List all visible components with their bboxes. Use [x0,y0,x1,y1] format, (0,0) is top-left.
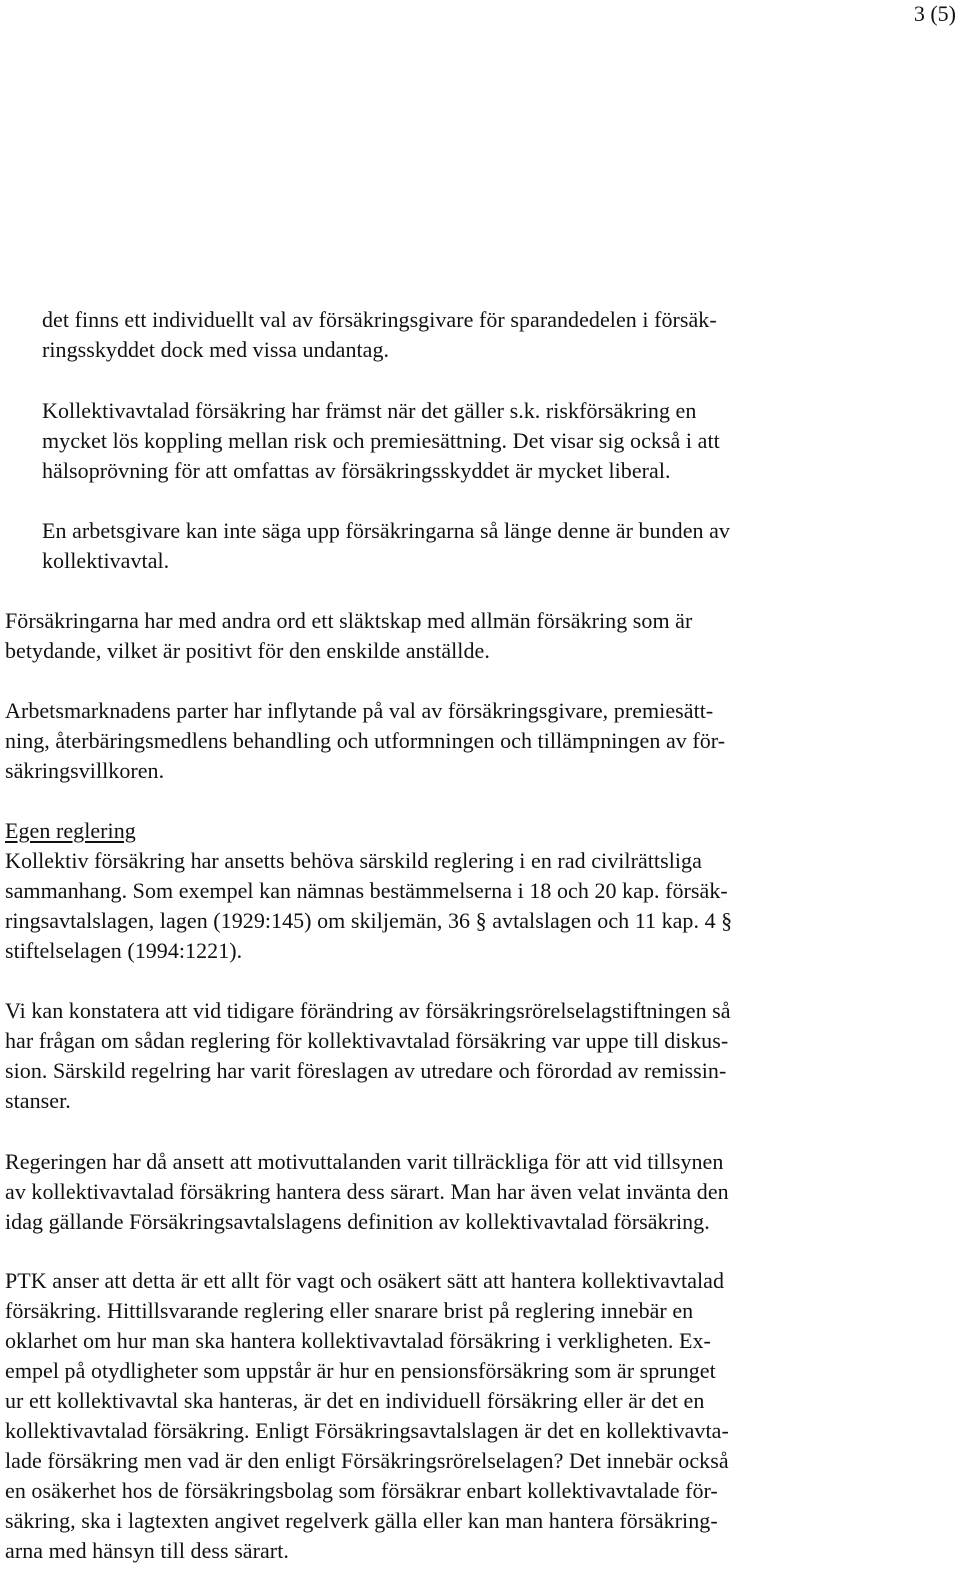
paragraph-employer [0,516,942,576]
page-number: 3 (5) [913,1,956,26]
text-line: Vi kan konstatera att vid tidigare förändring av försäkringsrörelselagstiftningen så [5,998,731,1023]
text-line: PTK anser att detta är ett allt för vagt och osäkert sätt att hantera kollektivavtalad [5,1268,725,1293]
section-heading: Egen reglering [5,818,136,843]
text-line: kollektivavtalad försäkring. Enligt Försäkringsavtalslagen är det en kollektivavta- [5,1418,729,1443]
text-line: arna med hänsyn till dess särart. [5,1538,289,1563]
text-line: betydande, vilket är positivt för den enskilde anställde. [5,638,490,663]
text-line: har frågan om sådan reglering för kollektivavtalad försäkring var uppe till diskus- [5,1028,729,1053]
paragraph-risk-coupling [0,396,942,486]
text-line: ringsskyddet dock med vissa undantag. [42,337,390,362]
text-line: Regeringen har då ansett att motivuttalanden varit tillräckliga för att vid tillsynen [5,1149,724,1174]
text-line: Arbetsmarknadens parter har inflytande på val av försäkringsgivare, premiesätt- [5,698,714,723]
section-egen-reglering [0,816,905,966]
text-line: hälsoprövning för att omfattas av försäkringsskyddet är mycket liberal. [42,458,671,483]
text-line: en osäkerhet hos de försäkringsbolag som försäkrar enbart kollektivavtalade för- [5,1478,718,1503]
text-line: ning, återbäringsmedlens behandling och utformningen och tillämpningen av för- [5,728,726,753]
text-line: idag gällande Försäkringsavtalslagens definition av kollektivavtalad försäkring. [5,1209,710,1234]
paragraph-labour-market-parties [0,696,905,786]
text-line: säkringsvillkoren. [5,758,165,783]
text-line: Kollektivavtalad försäkring har främst när det gäller s.k. riskförsäkring en [42,398,697,423]
text-line: kollektivavtal. [42,548,170,573]
paragraph-government [0,1147,905,1237]
text-line: Försäkringarna har med andra ord ett släktskap med allmän försäkring som är [5,608,693,633]
text-line: försäkring. Hittillsvarande reglering eller snarare brist på reglering innebär en [5,1298,694,1323]
text-line: ur ett kollektivavtal ska hanteras, är det en individuell försäkring eller är det en [5,1388,705,1413]
paragraph-continuation [0,305,942,365]
text-line: det finns ett individuellt val av försäkringsgivare för sparandedelen i försäk- [42,307,717,332]
paragraph-ptk-position [0,1266,905,1566]
text-line: En arbetsgivare kan inte säga upp försäkringarna så länge denne är bunden av [42,518,730,543]
text-line: stanser. [5,1088,71,1113]
text-line: av kollektivavtalad försäkring hantera dess särart. Man har även velat invänta den [5,1179,729,1204]
text-line: sammanhang. Som exempel kan nämnas bestämmelserna i 18 och 20 kap. försäk- [5,878,728,903]
text-line: empel på otydligheter som uppstår är hur en pensionsförsäkring som är sprunget [5,1358,716,1383]
text-line: sion. Särskild regelring har varit föreslagen av utredare och förordad av remissin- [5,1058,727,1083]
paragraph-previous-changes [0,996,905,1116]
paragraph-kinship [0,606,905,666]
text-line: stiftelselagen (1994:1221). [5,938,243,963]
text-line: Kollektiv försäkring har ansetts behöva särskild reglering i en rad civilrättsliga [5,848,702,873]
text-line: oklarhet om hur man ska hantera kollektivavtalad försäkring i verkligheten. Ex- [5,1328,711,1353]
text-line: lade försäkring men vad är den enligt Försäkringsrörelselagen? Det innebär också [5,1448,729,1473]
text-line: säkring, ska i lagtexten angivet regelverk gälla eller kan man hantera försäkring- [5,1508,718,1533]
text-line: ringsavtalslagen, lagen (1929:145) om skiljemän, 36 § avtalslagen och 11 kap. 4 § [5,908,733,933]
text-line: mycket lös koppling mellan risk och premiesättning. Det visar sig också i att [42,428,720,453]
